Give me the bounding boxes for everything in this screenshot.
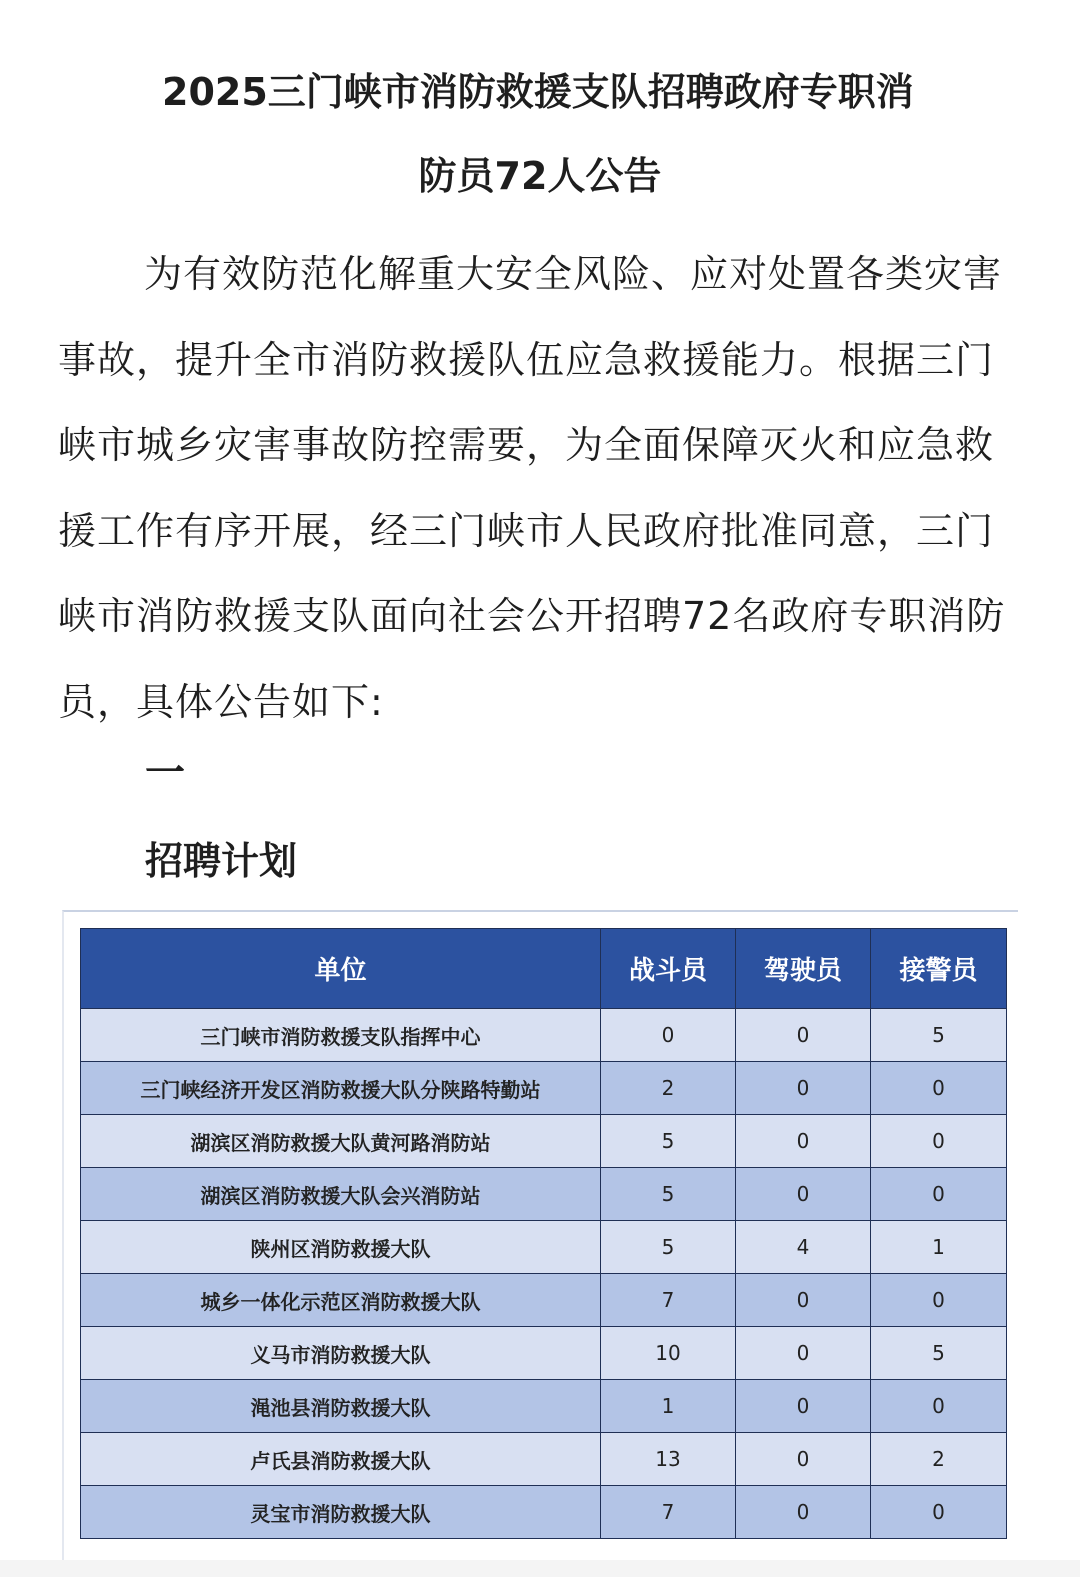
cell-unit: 义马市消防救援大队 <box>81 1327 601 1380</box>
cell-unit: 陕州区消防救援大队 <box>81 1221 601 1274</box>
cell-driver: 0 <box>736 1486 871 1539</box>
table-row <box>81 1274 1007 1327</box>
section-number: 一 <box>145 750 185 796</box>
cell-dispatcher: 5 <box>871 1009 1007 1062</box>
table-row <box>81 1009 1007 1062</box>
cell-unit: 三门峡经济开发区消防救援大队分陕路特勤站 <box>81 1062 601 1115</box>
page-title-line-1: 2025三门峡市消防救援支队招聘政府专职消 <box>162 70 914 114</box>
cell-driver: 0 <box>736 1009 871 1062</box>
cell-unit: 灵宝市消防救援大队 <box>81 1486 601 1539</box>
table-row <box>81 1221 1007 1274</box>
recruitment-plan-table <box>80 928 1007 1539</box>
cell-fighter: 5 <box>601 1168 736 1221</box>
cell-fighter: 2 <box>601 1062 736 1115</box>
cell-driver: 0 <box>736 1274 871 1327</box>
cell-unit: 卢氏县消防救援大队 <box>81 1433 601 1486</box>
cell-dispatcher: 1 <box>871 1221 1007 1274</box>
table-row <box>81 1115 1007 1168</box>
table-row <box>81 1486 1007 1539</box>
cell-dispatcher: 5 <box>871 1327 1007 1380</box>
cell-dispatcher: 0 <box>871 1486 1007 1539</box>
cell-fighter: 5 <box>601 1221 736 1274</box>
cell-unit: 三门峡市消防救援支队指挥中心 <box>81 1009 601 1062</box>
page-bottom-edge <box>0 1560 1080 1577</box>
cell-dispatcher: 0 <box>871 1168 1007 1221</box>
cell-driver: 0 <box>736 1168 871 1221</box>
cell-fighter: 5 <box>601 1115 736 1168</box>
cell-fighter: 7 <box>601 1274 736 1327</box>
table-row <box>81 1433 1007 1486</box>
cell-fighter: 13 <box>601 1433 736 1486</box>
cell-driver: 0 <box>736 1380 871 1433</box>
cell-unit: 湖滨区消防救援大队黄河路消防站 <box>81 1115 601 1168</box>
cell-unit: 城乡一体化示范区消防救援大队 <box>81 1274 601 1327</box>
cell-driver: 0 <box>736 1433 871 1486</box>
cell-unit: 湖滨区消防救援大队会兴消防站 <box>81 1168 601 1221</box>
cell-dispatcher: 0 <box>871 1115 1007 1168</box>
header-driver: 驾驶员 <box>736 929 871 1009</box>
cell-dispatcher: 0 <box>871 1380 1007 1433</box>
table-row <box>81 1168 1007 1221</box>
cell-dispatcher: 2 <box>871 1433 1007 1486</box>
header-fighter: 战斗员 <box>601 929 736 1009</box>
table-row <box>81 1380 1007 1433</box>
table-row <box>81 1327 1007 1380</box>
page-title-line-2: 防员72人公告 <box>418 154 662 198</box>
cell-dispatcher: 0 <box>871 1062 1007 1115</box>
cell-driver: 0 <box>736 1327 871 1380</box>
recruitment-table-frame <box>62 910 1018 1562</box>
cell-fighter: 7 <box>601 1486 736 1539</box>
cell-fighter: 1 <box>601 1380 736 1433</box>
header-dispatcher: 接警员 <box>871 929 1007 1009</box>
cell-fighter: 0 <box>601 1009 736 1062</box>
cell-driver: 4 <box>736 1221 871 1274</box>
intro-paragraph: 为有效防范化解重大安全风险、应对处置各类灾害事故，提升全市消防救援队伍应急救援能力。根据三门峡市城乡灾害事故防控需要，为全面保障灭火和应急救援工作有序开展，经三门峡市人民政府批准同意，三门峡市消防救援支队面向社会公开招聘72名政府专职消防员，具体公告如下: <box>58 252 1006 724</box>
table-row <box>81 1062 1007 1115</box>
table-header-row <box>81 929 1007 1009</box>
cell-driver: 0 <box>736 1062 871 1115</box>
section-title: 招聘计划 <box>145 839 298 883</box>
cell-driver: 0 <box>736 1115 871 1168</box>
header-unit: 单位 <box>81 929 601 1009</box>
cell-unit: 渑池县消防救援大队 <box>81 1380 601 1433</box>
cell-fighter: 10 <box>601 1327 736 1380</box>
cell-dispatcher: 0 <box>871 1274 1007 1327</box>
